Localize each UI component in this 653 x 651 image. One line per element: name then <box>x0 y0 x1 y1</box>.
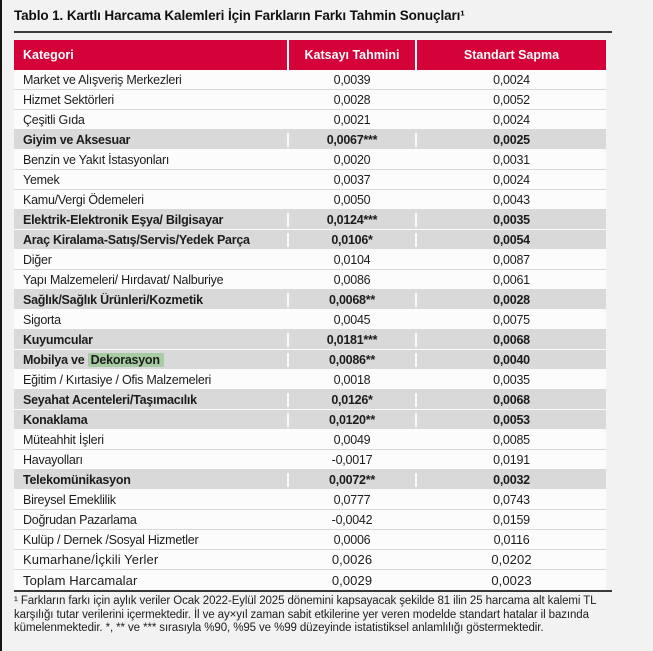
coef-cell: 0,0037 <box>333 172 371 187</box>
footnote: ¹ Farkların farkı için aylık veriler Ocak 2022-Eylül 2025 dönemini kapsayacak şekilde 81 ilin 25 harcama alt kalemi TL karşılığı tutar verilerini içermektedir. İl ve ay×yıl zaman sabit etkilerine yer veren modelde standart hatalar il bazında kümelenmektedir. *, ** ve *** sırasıyla %90, %95 ve %99 düzeyinde istatistiksel anlamlılığı göstermektedir. <box>14 595 596 634</box>
std-cell: 0,0035 <box>415 213 606 227</box>
coef-cell: 0,0086 <box>333 272 371 287</box>
std-cell: 0,0202 <box>491 552 532 567</box>
std-cell: 0,0024 <box>493 72 530 87</box>
coef-cell: -0,0042 <box>331 512 373 527</box>
table-row <box>14 570 606 590</box>
green-text-highlight: Dekorasyon <box>88 353 164 367</box>
table-row <box>14 190 606 210</box>
table-row <box>14 230 606 250</box>
std-cell: 0,0031 <box>493 152 530 167</box>
category-label: Müteahhit İşleri <box>23 432 104 447</box>
category-label: Doğrudan Pazarlama <box>23 512 137 527</box>
std-cell: 0,0085 <box>493 432 530 447</box>
table-row <box>14 350 606 370</box>
std-cell: 0,0035 <box>493 372 530 387</box>
coef-cell: 0,0039 <box>333 72 371 87</box>
std-cell: 0,0024 <box>493 172 530 187</box>
table-row <box>14 70 606 90</box>
std-cell: 0,0054 <box>415 233 606 247</box>
std-cell: 0,0061 <box>493 272 530 287</box>
category-label: Sağlık/Sağlık Ürünleri/Kozmetik <box>23 292 203 307</box>
table-row <box>14 130 606 150</box>
table-row <box>14 490 606 510</box>
table-row <box>14 250 606 270</box>
coef-cell: 0,0045 <box>333 312 371 327</box>
std-cell: 0,0087 <box>493 252 530 267</box>
category-label: Kamu/Vergi Ödemeleri <box>23 192 144 207</box>
category-label: Hizmet Sektörleri <box>23 92 114 107</box>
std-cell: 0,0024 <box>493 112 530 127</box>
table-row <box>14 430 606 450</box>
table-row <box>14 510 606 530</box>
table-row <box>14 550 606 570</box>
category-label: Kuyumcular <box>23 332 93 347</box>
table-row <box>14 90 606 110</box>
category-label: Kulüp / Dernek /Sosyal Hizmetler <box>23 532 199 547</box>
std-cell: 0,0159 <box>493 512 530 527</box>
table-row <box>14 470 606 490</box>
std-cell: 0,0043 <box>493 192 530 207</box>
category-label: Araç Kiralama-Satış/Servis/Yedek Parça <box>23 232 250 247</box>
coef-cell: 0,0067*** <box>287 133 415 147</box>
table-row <box>14 290 606 310</box>
table-row <box>14 210 606 230</box>
table-row <box>14 170 606 190</box>
category-label: Konaklama <box>23 412 88 427</box>
category-label: Benzin ve Yakıt İstasyonları <box>23 152 170 167</box>
table-row <box>14 310 606 330</box>
std-cell: 0,0023 <box>491 572 532 588</box>
category-label: Market ve Alışveriş Merkezleri <box>23 72 182 87</box>
category-label: Elektrik-Elektronik Eşya/ Bilgisayar <box>23 212 224 227</box>
category-label: Toplam Harcamalar <box>23 572 138 588</box>
coef-cell: 0,0126* <box>287 393 415 407</box>
coef-cell: 0,0020 <box>333 152 371 167</box>
table-row <box>14 370 606 390</box>
category-label: Havayolları <box>23 452 83 467</box>
std-cell: 0,0053 <box>415 413 606 427</box>
coef-cell: 0,0120** <box>287 413 415 427</box>
std-cell: 0,0025 <box>415 133 606 147</box>
category-label: Eğitim / Kırtasiye / Ofis Malzemeleri <box>23 372 212 387</box>
std-cell: 0,0052 <box>493 92 530 107</box>
table-body <box>14 70 606 590</box>
category-label: Sigorta <box>23 312 61 327</box>
coef-cell: 0,0026 <box>331 552 373 567</box>
std-cell: 0,0068 <box>415 333 606 347</box>
category-label: Kumarhane/İçkili Yerler <box>23 552 159 567</box>
std-cell: 0,0028 <box>415 293 606 307</box>
category-label: Mobilya ve Dekorasyon <box>14 353 287 367</box>
category-label: Giyim ve Aksesuar <box>23 132 131 147</box>
coef-cell: 0,0106* <box>287 233 415 247</box>
coef-cell: 0,0018 <box>333 372 371 387</box>
coef-cell: 0,0072** <box>287 473 415 487</box>
std-cell: 0,0191 <box>493 452 530 467</box>
page-title: Tablo 1. Kartlı Harcama Kalemleri İçin Farkların Farkı Tahmin Sonuçları¹ <box>14 8 465 23</box>
table-row <box>14 530 606 550</box>
coef-cell: 0,0181*** <box>287 333 415 347</box>
document-page <box>2 0 653 636</box>
std-cell: 0,0116 <box>493 532 530 547</box>
coef-cell: 0,0029 <box>331 572 373 588</box>
coef-cell: 0,0049 <box>333 432 371 447</box>
category-label: Yemek <box>23 172 60 187</box>
category-label: Çeşitli Gıda <box>23 112 85 127</box>
std-cell: 0,0743 <box>493 492 530 507</box>
category-label: Bireysel Emeklilik <box>23 492 116 507</box>
column-header-katsayi-tahmini: Katsayı Tahmini <box>287 40 415 70</box>
coef-cell: 0,0068** <box>287 293 415 307</box>
std-cell: 0,0040 <box>415 353 606 367</box>
table-row <box>14 390 606 410</box>
coef-cell: 0,0021 <box>333 112 371 127</box>
std-cell: 0,0068 <box>415 393 606 407</box>
table-row <box>14 330 606 350</box>
coef-cell: 0,0124*** <box>287 213 415 227</box>
table-row <box>14 410 606 430</box>
category-label: Telekomünikasyon <box>23 472 131 487</box>
std-cell: 0,0032 <box>415 473 606 487</box>
std-cell: 0,0075 <box>493 312 530 327</box>
table-row <box>14 150 606 170</box>
column-header-standart-sapma: Standart Sapma <box>415 40 606 70</box>
table-row <box>14 110 606 130</box>
coef-cell: 0,0028 <box>333 92 371 107</box>
category-label: Yapı Malzemeleri/ Hırdavat/ Nalburiye <box>23 272 224 287</box>
table-row <box>14 450 606 470</box>
coef-cell: 0,0086** <box>287 353 415 367</box>
coef-cell: 0,0006 <box>333 532 371 547</box>
table-bottom-rule <box>14 590 612 592</box>
coef-cell: -0,0017 <box>331 452 373 467</box>
results-table <box>14 40 606 590</box>
coef-cell: 0,0104 <box>333 252 371 267</box>
coef-cell: 0,0050 <box>333 192 371 207</box>
coef-cell: 0,0777 <box>333 492 371 507</box>
table-header-row <box>14 40 606 70</box>
table-top-rule <box>14 31 612 33</box>
column-header-kategori: Kategori <box>23 48 74 62</box>
category-label: Seyahat Acenteleri/Taşımacılık <box>23 392 197 407</box>
category-label: Diğer <box>23 252 52 267</box>
table-row <box>14 270 606 290</box>
